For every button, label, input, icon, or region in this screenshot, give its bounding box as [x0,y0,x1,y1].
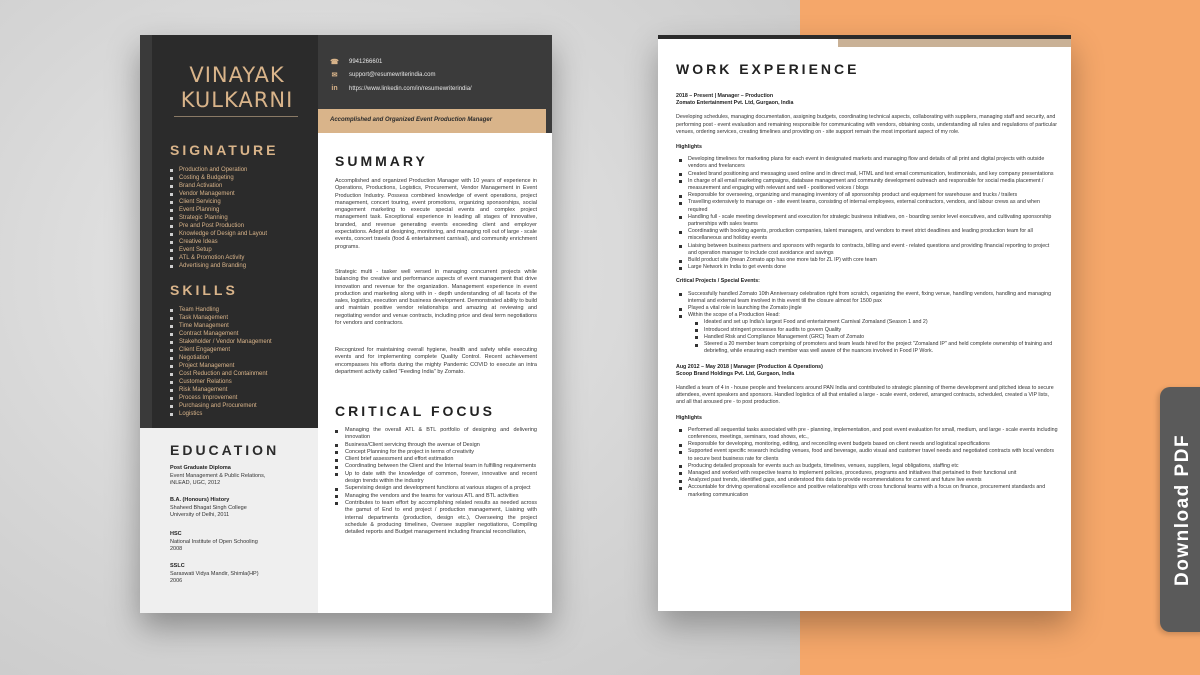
skill-item: Task Management [170,314,272,322]
linkedin-icon: in [331,85,338,92]
projects-list [676,291,1058,320]
highlight-item: Responsible for overseeing, organizing and managing inventory of all sponsorship product and equipment for warehouse and trucks / trailers [676,192,1058,199]
highlight-item: Managed and worked with respective teams to implement policies, procedures, programs and initiatives that pertained to their functional unit [676,470,1058,477]
signature-item: Advertising and Branding [170,262,267,270]
summary-heading: SUMMARY [335,153,428,169]
project-item: Successfully handled Zomato 10th Anniversary celebration right from scratch, organizing the event, fixing venue, handling vendors, handling and managing internal and external team involved in this event till the closure almost for 1500 pax [676,291,1058,305]
highlight-item: Build product site (mean Zomato app has one more tab for ZL IP) with core team [676,257,1058,264]
highlight-item: Responsible for developing, monitoring, editing, and reconciling event budgets based on client needs and logistical specifications [676,441,1058,448]
skill-item: Customer Relations [170,378,272,386]
skills-list [170,306,272,418]
job-description: Handled a team of 4 in - house people and freelancers around PAN India and contributed to strategic planning of theme development and pitched ideas to secure attendees, event speakers and sponsors. Handled logistics of all that entailed a large - scale event, ordered, arranged contracts, scheduled, created a VIP lists, and all that aroused pre - to post production. [676,384,1054,406]
sidebar-stripe [140,35,152,428]
signature-item: Costing & Budgeting [170,174,267,182]
critical-focus-item: Concept Planning for the project in terms of creativity [335,449,537,456]
highlight-item: Analyzed past trends, identified gaps, and understood this data to provide recommendations for current and future live events [676,477,1058,484]
contact-phone [330,58,382,66]
skill-item: Risk Management [170,386,272,394]
critical-projects-label: Critical Projects / Special Events: [676,278,760,285]
highlight-item: Created brand positioning and messaging used online and in direct mail, HTML and text email communication, testimonials, and key company presentations [676,171,1058,178]
skill-item: Cost Reduction and Containment [170,370,272,378]
signature-item: Event Setup [170,246,267,254]
skill-item: Logistics [170,410,272,418]
signature-item: Client Servicing [170,198,267,206]
sub-projects-list [692,319,1058,355]
signature-item: Creative Ideas [170,238,267,246]
highlights-list [676,156,1058,271]
top-accent [838,39,1071,47]
summary-paragraph: Accomplished and organized Production Manager with 10 years of experience in Operations, Productions, Logistics, Procurement, Vendor Management in Event Production Industry. Possess combined knowledge of event operations, project management, concert touring, event promotions, organizing sponsorships, social engagement marketing to execute special events and complex project management task. Exceptional experience in leading all stages of innovative, branded, and revenue generating events exceeding client and employer expectations. Adept at designing, monitoring, and managing roll out of large - scale events, concert travels (food & entertainment carnival), and community enrichment programs. [335,178,537,250]
email-icon: ✉ [331,72,338,79]
candidate-name: VINAYAK KULKARNI [180,63,294,112]
signature-heading: SIGNATURE [170,142,279,158]
highlight-item: Liaising between business partners and sponsors with regards to contracts, billing and event - related questions and providing financial reporting to project and operation manager to include cost avoidance and savings [676,243,1058,257]
skills-heading: SKILLS [170,282,238,298]
critical-focus-list [335,427,537,536]
education-heading: EDUCATION [170,442,280,458]
signature-item: ATL & Promotion Activity [170,254,267,262]
highlight-item: Developing timelines for marketing plans for each event in designated markets and managing flow and details of all print and digital projects with outside vendors and freelancers [676,156,1058,170]
resume-page-1 [140,35,552,613]
skill-item: Time Management [170,322,272,330]
name-divider [174,116,298,117]
highlight-item: Coordinating with booking agents, production companies, talent managers, and vendors to meet strict deadlines and leading production team for all miscellaneous and holiday events [676,228,1058,242]
sub-project-item: Introduced stringent processes for audits to govern Quality [692,327,1058,334]
phone-text: 9941266601 [349,59,383,65]
highlight-item: Producing detailed proposals for events such as budgets, timelines, venues, suppliers, legal obligations, staffing etc [676,463,1058,470]
highlight-item: Large Network in India to get events done [676,264,1058,271]
summary-paragraph: Strategic multi - tasker well versed in managing concurrent projects while balancing the creative and performance aspects of event management that drive innovation and revenue for the organization. Management experience in event production and marketing along with in - depth understanding of all facets of the sales, logistics, execution and business development. Demonstrated ability to build and maintain positive vendor relationships and amazing at reviewing and negotiating vendor and venue contracts, including price and deal term negotiations for vendors and contractors. [335,269,537,327]
tagline: Accomplished and Organized Event Production Manager [318,109,546,133]
education-item: HSC National Institute of Open Schooling 2008 [170,531,258,552]
skill-item: Team Handling [170,306,272,314]
critical-focus-item: Supervising design and development functions at various stages of a project [335,485,537,492]
sub-project-item: Ideated and set up India's largest Food and entertainment Carnival Zomaland (Season 1 and 2) [692,319,1058,326]
highlight-item: Supported event specific research including venues, food and beverage, audio visual and customer travel needs and negotiated contracts with local vendors to secure best business rate for clients [676,448,1058,462]
critical-focus-item: Contributes to team effort by accomplishing related results as needed across the gamut of End to end project / production management, Liaising with internal departments (production, design etc.), Overseeing the project schedule & producing timelines, Oversee supplier negotiations, Compiling detailed reports and Budget management including financial reconciliation, [335,500,537,536]
summary-paragraph: Recognized for maintaining overall hygiene, health and safety while executing events and for implementing complete Quality Control. Recent achievement encompasses his efforts during the mighty Pandemic COVID to execute an intra department activity called "Feeding India" by Zomato. [335,347,537,375]
download-pdf-button[interactable]: Download PDF [1172,433,1193,586]
skill-item: Project Management [170,362,272,370]
resume-page-2 [658,35,1071,611]
skill-item: Contract Management [170,330,272,338]
critical-focus-item: Client brief assessment and effort estimation [335,456,537,463]
education-item: SSLC Saraswati Vidya Mandir, Shimla(HP) 2006 [170,563,259,584]
signature-item: Pre and Post Production [170,222,267,230]
highlight-item: Travelling extensively to manage on - site event teams, consisting of internal employees, external contractors, vendors, and labour crews as and when required [676,199,1058,213]
project-item: Played a vital role in launching the Zomato jingle [676,305,1058,312]
highlights-label: Highlights [676,414,702,421]
contact-email[interactable] [330,71,435,79]
sub-project-item: Handled Risk and Compliance Management (GRC) Team of Zomato [692,334,1058,341]
job-1 [676,93,1058,499]
phone-icon: ☎ [330,59,339,66]
education-item: B.A. (Honours) History Shaheed Bhagat Singh College University of Delhi, 2011 [170,497,247,518]
contact-linkedin[interactable] [330,85,472,92]
highlight-item: In charge of all email marketing campaigns, database management and community development outreach and responsible for social media placement / measurement and engaging with relevant and well - positioned voices / blogs [676,178,1058,192]
highlight-item: Handling full - scale meeting development and execution for strategic business initiatives, on - boarding senior level executives, and cultivating sponsorship partnerships with sales teams [676,214,1058,228]
critical-focus-item: Up to date with the knowledge of common, forever, innovative and recent design trends within the industry [335,471,537,486]
job-title: 2018 – Present | Manager – Production [676,93,774,99]
skill-item: Client Engagement [170,346,272,354]
critical-focus-item: Managing the vendors and the teams for various ATL and BTL activities [335,493,537,500]
skill-item: Negotiation [170,354,272,362]
critical-focus-item: Managing the overall ATL & BTL portfolio of designing and delivering innovation [335,427,537,442]
email-text: support@resumewriterindia.com [349,72,436,78]
sub-project-item: Steered a 20 member team comprising of promoters and team leads hired for the project "Zomaland IP" and held complete ownership of training and debriefing, while ensuring each member was well aware of the nuances involved in Food IP Work. [692,341,1058,355]
job-title: Aug 2012 – May 2018 | Manager (Production & Operations) [676,363,823,370]
highlights-list [676,427,1058,499]
highlight-item: Accountable for driving operational excellence and positive relationships with cross functional teams with a focus on finance, procurement standards and marketing communication [676,484,1058,498]
highlights-label: Highlights [676,144,702,151]
signature-item: Event Planning [170,206,267,214]
work-experience-heading: WORK EXPERIENCE [676,61,860,77]
signature-item: Vendor Management [170,190,267,198]
skill-item: Process Improvement [170,394,272,402]
skill-item: Purchasing and Procurement [170,402,272,410]
signature-list [170,166,267,270]
project-item: Within the scope of a Production Head: [676,312,1058,319]
critical-focus-heading: CRITICAL FOCUS [335,403,495,419]
signature-item: Strategic Planning [170,214,267,222]
linkedin-text: https://www.linkedin.com/in/resumewriterindia/ [349,85,472,92]
skill-item: Stakeholder / Vendor Management [170,338,272,346]
critical-focus-item: Coordinating between the Client and the Internal team in fulfilling requirements [335,463,537,470]
education-item: Post Graduate Diploma Event Management & Public Relations, iNLEAD, UGC, 2012 [170,465,266,486]
job-description: Developing schedules, managing documentation, assigning budgets, coordinating technical aspects, collaborating with suppliers, managing staff and security, and performing post - event evaluation and remaining responsible for communicating with vendors, obtaining costs, understanding all rules and regulations of particular venues, ordering services, creating timelines and providing on - site support remain the most important aspect of my role. [676,114,1058,135]
signature-item: Brand Activation [170,182,267,190]
signature-item: Knowledge of Design and Layout [170,230,267,238]
job-company: Zomato Entertainment Pvt. Ltd, Gurgaon, India [676,100,794,107]
job-company: Scoop Brand Holdings Pvt. Ltd, Gurgaon, India [676,370,795,377]
critical-focus-item: Business/Client servicing through the avenue of Design [335,442,537,449]
highlight-item: Performed all sequential tasks associated with pre - planning, implementation, and post event evaluation for small, medium, and large - scale events including conferences, meetings, seminars, road shows, etc., [676,427,1058,441]
signature-item: Production and Operation [170,166,267,174]
